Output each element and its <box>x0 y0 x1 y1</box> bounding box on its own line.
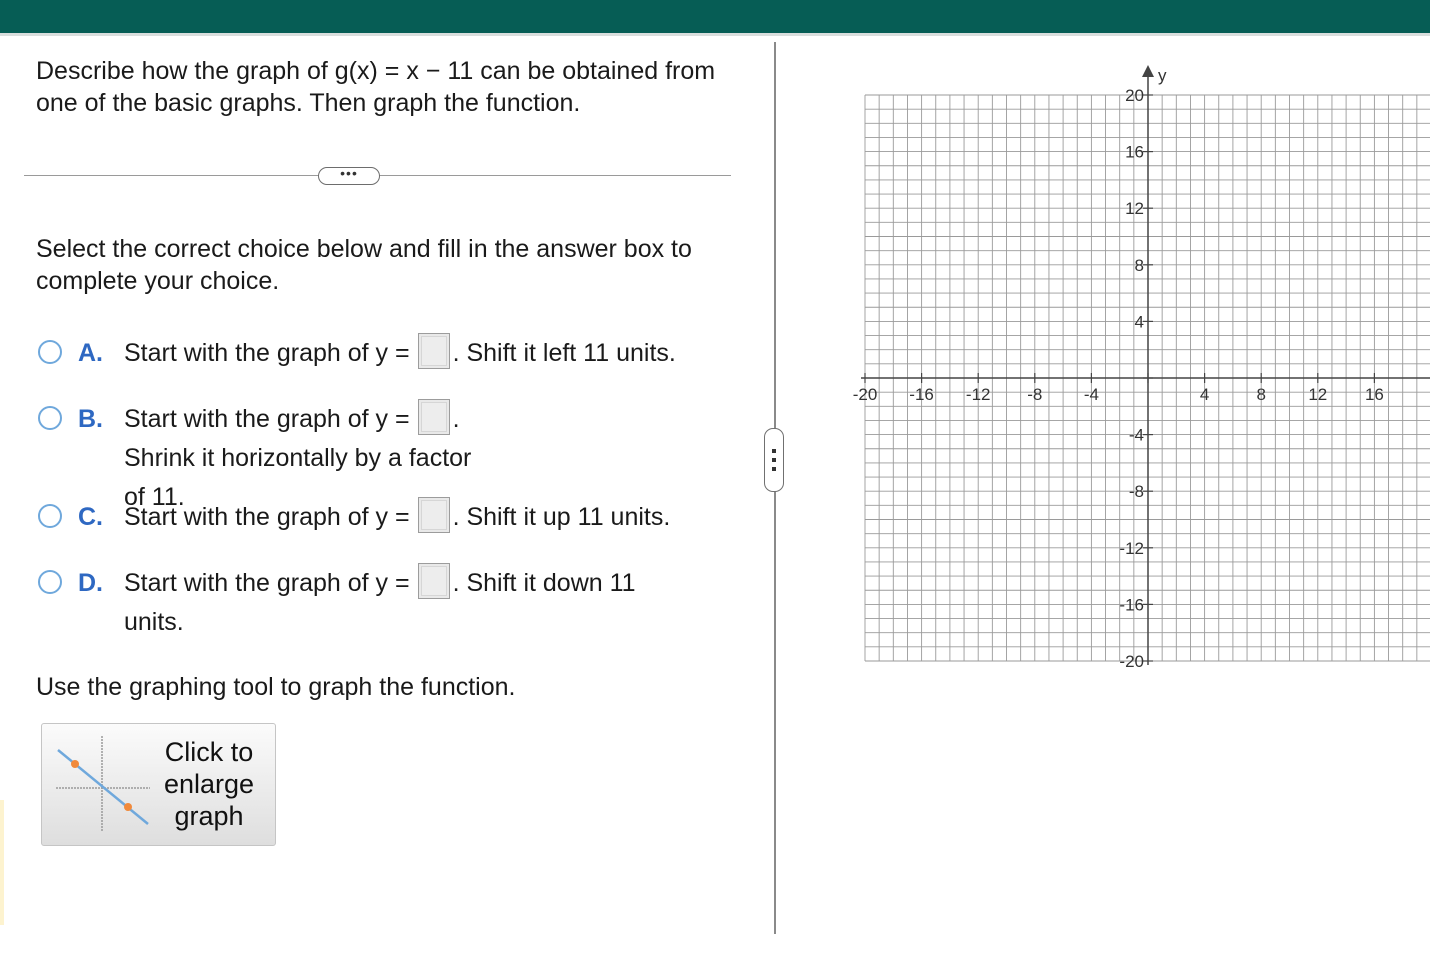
question-prompt: Describe how the graph of g(x) = x − 11 can be obtained from one of the basic graphs. Then graph the function. <box>36 57 716 117</box>
choice-letter: C. <box>78 503 103 531</box>
y-tick-label: -20 <box>1119 652 1144 671</box>
y-tick-label: -4 <box>1128 425 1144 445</box>
x-tick-label: -8 <box>1027 385 1043 404</box>
coordinate-grid[interactable] <box>840 55 1430 680</box>
x-tick-label: -20 <box>852 385 878 404</box>
y-axis-arrow-icon <box>1142 65 1154 77</box>
choice-text <box>124 334 724 373</box>
graph-thumbnail-icon <box>52 732 152 836</box>
y-tick-label: 16 <box>1125 142 1144 162</box>
enlarge-graph-label: Click to enlarge graph <box>163 737 255 831</box>
radio-choice-d[interactable] <box>38 570 62 594</box>
x-tick-label: 4 <box>1199 385 1210 404</box>
choice-text-before: Start with the graph of y = <box>124 569 410 597</box>
radio-choice-c[interactable] <box>38 504 62 528</box>
x-tick-label: 8 <box>1256 385 1266 404</box>
answer-box-d[interactable] <box>418 563 450 599</box>
more-options-button[interactable] <box>318 167 380 185</box>
x-tick-label: 16 <box>1364 385 1384 404</box>
x-tick-label: -4 <box>1083 385 1099 404</box>
choice-letter: D. <box>78 569 103 597</box>
choice-letter: A. <box>78 339 103 367</box>
graphing-instruction: Use the graphing tool to graph the function. <box>36 673 516 701</box>
left-accent-strip <box>0 800 4 925</box>
y-tick-label: -8 <box>1128 482 1144 502</box>
y-tick-label: 12 <box>1125 199 1144 219</box>
choice-text-after: . Shift it down 11 units. <box>124 569 636 636</box>
y-tick-label: 8 <box>1134 255 1144 275</box>
y-tick-label: 20 <box>1125 86 1144 105</box>
choice-text-after: . Shrink it horizontally by a factor of 11. <box>124 405 472 511</box>
choice-text-after: . Shift it up 11 units. <box>452 503 671 531</box>
choice-text-after: . Shift it left 11 units. <box>452 339 676 367</box>
radio-choice-a[interactable] <box>38 340 62 364</box>
header-shadow <box>0 33 1430 36</box>
choice-letter: B. <box>78 405 103 433</box>
x-tick-label: -16 <box>909 385 934 404</box>
choice-text <box>124 498 724 537</box>
choice-text <box>124 564 669 642</box>
resize-handle-icon[interactable] <box>764 428 784 492</box>
header-bar <box>0 0 1430 33</box>
choice-text-before: Start with the graph of y = <box>124 405 410 433</box>
y-tick-label: 4 <box>1134 312 1144 332</box>
enlarge-graph-button[interactable] <box>41 723 276 846</box>
choice-text-before: Start with the graph of y = <box>124 339 410 367</box>
y-tick-label: -16 <box>1119 595 1144 615</box>
ellipsis-icon: ••• <box>340 165 358 181</box>
radio-choice-b[interactable] <box>38 406 62 430</box>
answer-box-a[interactable] <box>418 333 450 369</box>
choice-text-before: Start with the graph of y = <box>124 503 410 531</box>
y-axis-label: y <box>1158 66 1167 85</box>
y-tick-label: -12 <box>1119 538 1144 558</box>
answer-box-c[interactable] <box>418 497 450 533</box>
x-tick-label: -12 <box>965 385 991 404</box>
choice-instruction: Select the correct choice below and fill in the answer box to complete your choice. <box>36 235 692 295</box>
x-tick-label: 12 <box>1308 385 1328 404</box>
axes <box>861 65 1430 665</box>
answer-box-b[interactable] <box>418 399 450 435</box>
